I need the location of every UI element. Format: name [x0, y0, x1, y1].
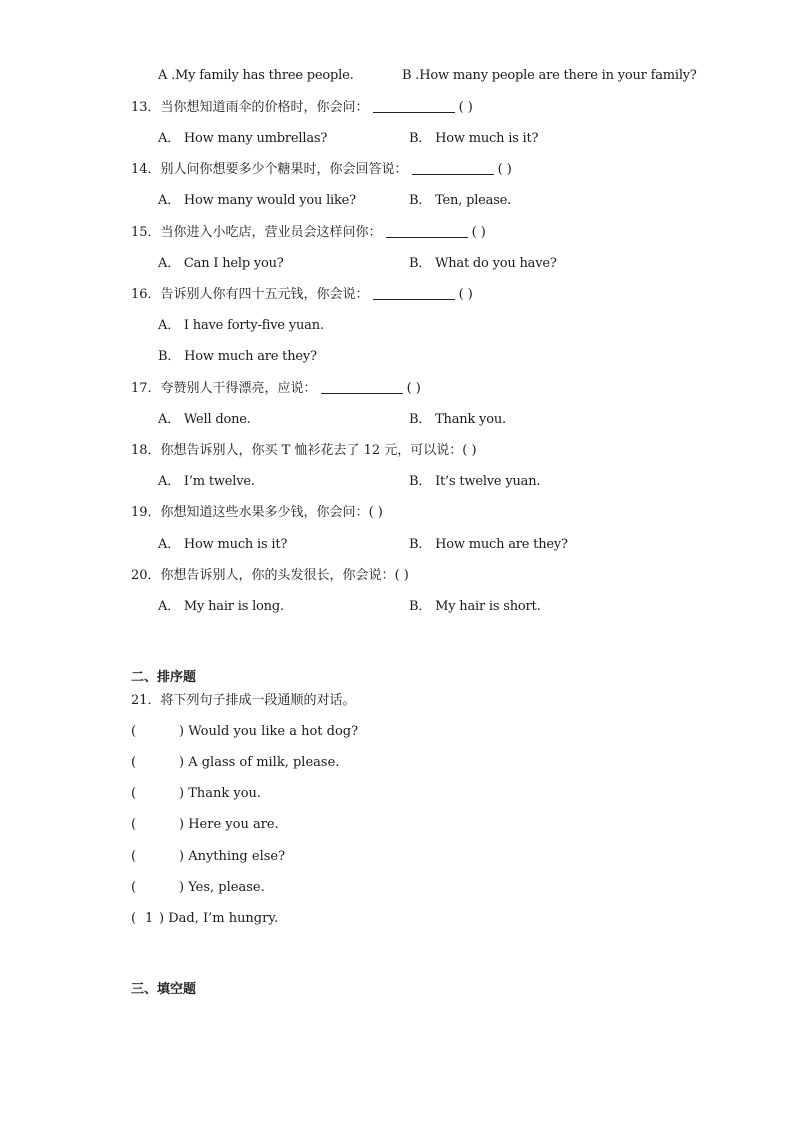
q14-option-b: B． Ten, please. [409, 193, 512, 208]
q12-option-b: B .How many people are there in your family? [402, 68, 697, 83]
ordering-text: ) Yes, please. [179, 880, 265, 895]
q19-option-a: A． How much is it? [158, 537, 288, 552]
q13-answer-paren[interactable]: ( ) [458, 100, 473, 115]
q20-number: 20． [131, 568, 161, 583]
ordering-text: ) Anything else? [179, 849, 286, 864]
q14-number: 14． [131, 162, 161, 177]
q13-blank[interactable] [373, 100, 455, 113]
q16-blank[interactable] [373, 287, 455, 300]
q17-blank[interactable] [321, 381, 403, 394]
q18-text: 你想告诉别人，你买 T 恤衫花去了 12 元，可以说： [160, 443, 463, 458]
ordering-answer[interactable]: 1 [145, 911, 154, 926]
ordering-text: ) Would you like a hot dog? [179, 724, 359, 739]
q20-answer-paren[interactable]: ( ) [394, 568, 409, 583]
q18-stem [131, 443, 477, 459]
q14-text: 别人问你想要多少个糖果时，你会回答说： [160, 162, 408, 177]
q19-text: 你想知道这些水果多少钱，你会问： [160, 505, 369, 520]
q14-answer-paren[interactable]: ( ) [497, 162, 512, 177]
q18-number: 18． [131, 443, 161, 458]
q17-stem [131, 381, 421, 397]
ordering-text: ) Thank you. [179, 786, 262, 801]
q20-option-a: A． My hair is long. [158, 599, 284, 614]
q21-instruction: 21．将下列句子排成一段通顺的对话。 [131, 693, 356, 708]
q15-answer-paren[interactable]: ( ) [471, 225, 486, 240]
q15-stem [131, 225, 486, 241]
q13-option-b: B． How much is it? [409, 131, 539, 146]
q12-option-a: A .My family has three people. [158, 68, 354, 83]
q14-blank[interactable] [412, 162, 494, 175]
q19-answer-paren[interactable]: ( ) [368, 505, 383, 520]
q15-text: 当你进入小吃店，营业员会这样问你： [160, 225, 382, 240]
q16-option-a: A． I have forty-five yuan. [158, 318, 324, 333]
q17-option-b: B． Thank you. [409, 412, 506, 427]
q16-answer-paren[interactable]: ( ) [458, 287, 473, 302]
ordering-text: ) A glass of milk, please. [179, 755, 340, 770]
section-2-title: 二、排序题 [131, 670, 197, 685]
q17-option-a: A． Well done. [158, 412, 251, 427]
q13-stem [131, 100, 473, 116]
document-page: A .My family has three people. B .How many people are there in your family? 13．当你想知道雨伞的价格时，你会问： ( ) A． How many umbrellas? B． How much is it? 14．别人问你想要多少个糖果时，你会回答说： ( ) A． How many would you like? B． Ten, please. 15．当你进入小吃店，营业员会这样问你： ( ) A． Can I help you? B． What do you have? 16．告诉别人你有四十五元钱，你会说： ( ) A． I have forty-five yuan. B． How much are they? 17．夸赞别人干得漂亮，应说： ( ) A． Well done. B． Thank you. 18．你想告诉别人，你买 T 恤衫花去了 12 元，可以说：( ) A． I’m twelve. B． It’s twelve yuan. 19．你想知道这些水果多少钱，你会问：( ) A． How much is it? B． How much are they? 20．你想告诉别人，你的头发很长，你会说：( ) A． My hair is long. B． My hair is short. 二、排序题 21．将下列句子排成一段通顺的对话。 ( ) Would you like a hot dog? ( ) A glass of milk, please. ( ) Thank you. ( ) Here you are. ( ) Anything else? ( ) Yes, please. ( 1 ) Dad, I’m hungry. 三、填空题 [131, 68, 697, 997]
section-3-title: 三、填空题 [131, 982, 197, 997]
q20-option-b: B． My hair is short. [409, 599, 541, 614]
q20-text: 你想告诉别人，你的头发很长，你会说： [160, 568, 395, 583]
q14-stem [131, 162, 512, 178]
q18-option-a: A． I’m twelve. [158, 474, 255, 489]
q17-text: 夸赞别人干得漂亮，应说： [160, 381, 317, 396]
ordering-text: ) Here you are. [179, 817, 279, 832]
q13-text: 当你想知道雨伞的价格时，你会问： [160, 100, 369, 115]
q15-option-b: B． What do you have? [409, 256, 557, 271]
q15-blank[interactable] [386, 225, 468, 238]
q17-number: 17． [131, 381, 161, 396]
q13-option-a: A． How many umbrellas? [158, 131, 328, 146]
q19-stem [131, 505, 383, 521]
q13-number: 13． [131, 100, 161, 115]
q19-number: 19． [131, 505, 161, 520]
q18-answer-paren[interactable]: ( ) [462, 443, 477, 458]
q15-number: 15． [131, 225, 161, 240]
q14-option-a: A． How many would you like? [158, 193, 356, 208]
q16-stem [131, 287, 473, 303]
ordering-text: ) Dad, I’m hungry. [159, 911, 279, 926]
q19-option-b: B． How much are they? [409, 537, 568, 552]
q18-option-b: B． It’s twelve yuan. [409, 474, 541, 489]
q15-option-a: A． Can I help you? [158, 256, 284, 271]
q17-answer-paren[interactable]: ( ) [406, 381, 421, 396]
q20-stem [131, 568, 409, 584]
q16-option-b: B． How much are they? [158, 349, 317, 364]
q16-number: 16． [131, 287, 161, 302]
q16-text: 告诉别人你有四十五元钱，你会说： [160, 287, 369, 302]
